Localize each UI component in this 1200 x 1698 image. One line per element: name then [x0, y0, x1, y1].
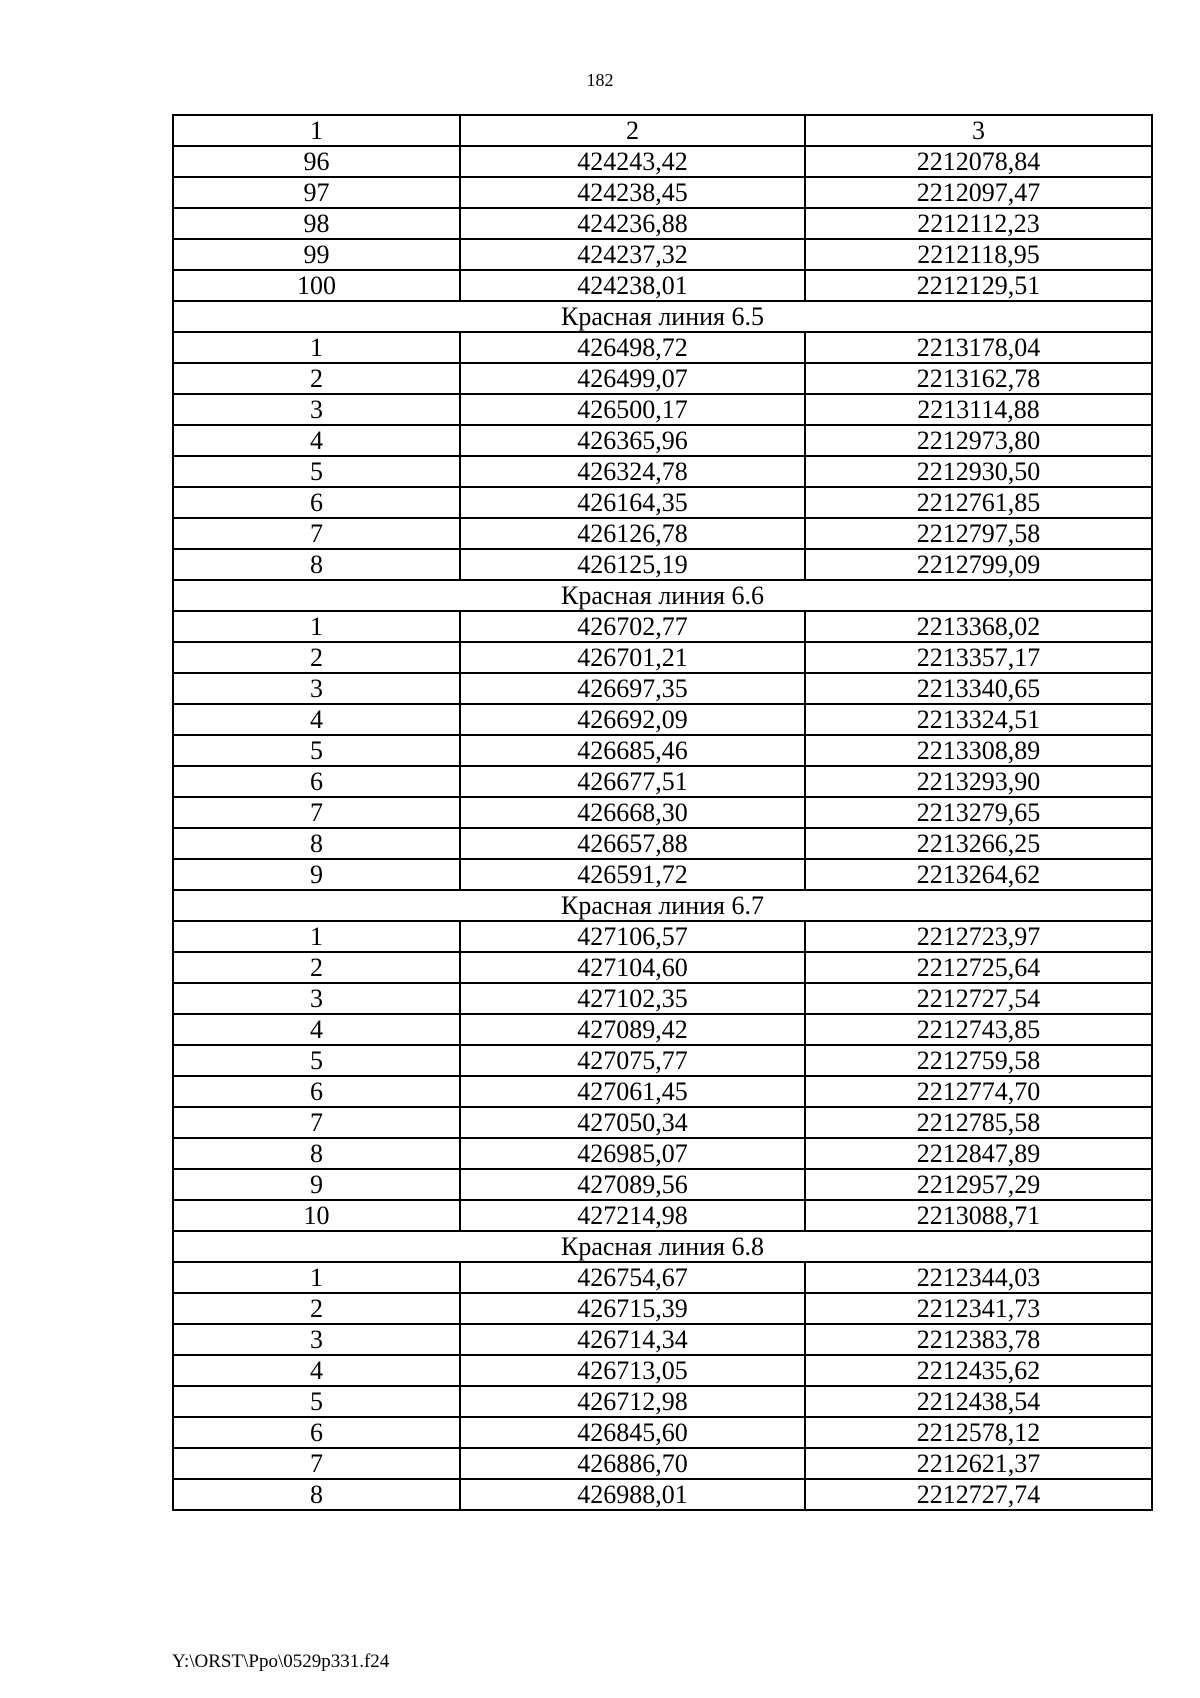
coordinates-table	[172, 114, 1153, 1511]
table-row	[173, 208, 1152, 239]
x-coordinate-cell: 424238,45	[460, 177, 805, 208]
x-coordinate-cell: 426886,70	[460, 1448, 805, 1479]
y-coordinate-cell: 2212129,51	[805, 270, 1152, 301]
point-number-cell: 7	[173, 1107, 460, 1138]
y-coordinate-cell: 2212725,64	[805, 952, 1152, 983]
point-number-cell: 5	[173, 1045, 460, 1076]
table-row	[173, 1076, 1152, 1107]
y-coordinate-cell: 2212097,47	[805, 177, 1152, 208]
point-number-cell: 5	[173, 735, 460, 766]
table-row	[173, 1045, 1152, 1076]
y-coordinate-cell: 2213266,25	[805, 828, 1152, 859]
y-coordinate-cell: 2212799,09	[805, 549, 1152, 580]
x-coordinate-cell: 427106,57	[460, 921, 805, 952]
y-coordinate-cell: 2212078,84	[805, 146, 1152, 177]
x-coordinate-cell: 427214,98	[460, 1200, 805, 1231]
y-coordinate-cell: 2213114,88	[805, 394, 1152, 425]
section-title: Красная линия 6.6	[173, 580, 1152, 611]
y-coordinate-cell: 2213279,65	[805, 797, 1152, 828]
y-coordinate-cell: 2212727,74	[805, 1479, 1152, 1510]
point-number-cell: 8	[173, 1138, 460, 1169]
point-number-cell: 4	[173, 704, 460, 735]
point-number-cell: 3	[173, 983, 460, 1014]
point-number-cell: 7	[173, 1448, 460, 1479]
table-row	[173, 766, 1152, 797]
y-coordinate-cell: 2212438,54	[805, 1386, 1152, 1417]
table-header-row	[173, 115, 1152, 146]
point-number-cell: 98	[173, 208, 460, 239]
y-coordinate-cell: 2213357,17	[805, 642, 1152, 673]
page-number: 182	[586, 70, 614, 90]
point-number-cell: 6	[173, 766, 460, 797]
x-coordinate-cell: 426657,88	[460, 828, 805, 859]
point-number-cell: 3	[173, 394, 460, 425]
x-coordinate-cell: 426714,34	[460, 1324, 805, 1355]
table-row	[173, 1169, 1152, 1200]
x-coordinate-cell: 426500,17	[460, 394, 805, 425]
point-number-cell: 6	[173, 1076, 460, 1107]
x-coordinate-cell: 427104,60	[460, 952, 805, 983]
y-coordinate-cell: 2212112,23	[805, 208, 1152, 239]
y-coordinate-cell: 2212344,03	[805, 1262, 1152, 1293]
y-coordinate-cell: 2213162,78	[805, 363, 1152, 394]
section-header-row	[173, 1231, 1152, 1262]
table-row	[173, 611, 1152, 642]
x-coordinate-cell: 424238,01	[460, 270, 805, 301]
point-number-cell: 8	[173, 1479, 460, 1510]
point-number-cell: 99	[173, 239, 460, 270]
y-coordinate-cell: 2212383,78	[805, 1324, 1152, 1355]
x-coordinate-cell: 426692,09	[460, 704, 805, 735]
table-row	[173, 239, 1152, 270]
y-coordinate-cell: 2212621,37	[805, 1448, 1152, 1479]
point-number-cell: 1	[173, 332, 460, 363]
x-coordinate-cell: 426498,72	[460, 332, 805, 363]
x-coordinate-cell: 426126,78	[460, 518, 805, 549]
table-row	[173, 952, 1152, 983]
x-coordinate-cell: 426499,07	[460, 363, 805, 394]
x-coordinate-cell: 426591,72	[460, 859, 805, 890]
point-number-cell: 6	[173, 487, 460, 518]
point-number-cell: 8	[173, 828, 460, 859]
column-header: 2	[460, 115, 805, 146]
x-coordinate-cell: 426715,39	[460, 1293, 805, 1324]
point-number-cell: 1	[173, 1262, 460, 1293]
file-path-footer: Y:\ORST\Ppo\0529p331.f24	[172, 1651, 390, 1672]
table-row	[173, 921, 1152, 952]
table-row	[173, 456, 1152, 487]
x-coordinate-cell: 427050,34	[460, 1107, 805, 1138]
table-row	[173, 1324, 1152, 1355]
table-row	[173, 828, 1152, 859]
y-coordinate-cell: 2213324,51	[805, 704, 1152, 735]
table-row	[173, 1107, 1152, 1138]
y-coordinate-cell: 2212118,95	[805, 239, 1152, 270]
table-row	[173, 1138, 1152, 1169]
table-row	[173, 394, 1152, 425]
y-coordinate-cell: 2213264,62	[805, 859, 1152, 890]
table-row	[173, 425, 1152, 456]
section-header-row	[173, 890, 1152, 921]
section-header-row	[173, 301, 1152, 332]
x-coordinate-cell: 426324,78	[460, 456, 805, 487]
y-coordinate-cell: 2213340,65	[805, 673, 1152, 704]
table-row	[173, 177, 1152, 208]
x-coordinate-cell: 427102,35	[460, 983, 805, 1014]
point-number-cell: 2	[173, 1293, 460, 1324]
table-row	[173, 1448, 1152, 1479]
y-coordinate-cell: 2212578,12	[805, 1417, 1152, 1448]
x-coordinate-cell: 426713,05	[460, 1355, 805, 1386]
y-coordinate-cell: 2212930,50	[805, 456, 1152, 487]
coordinates-table-body	[173, 115, 1152, 1510]
section-title: Красная линия 6.5	[173, 301, 1152, 332]
x-coordinate-cell: 426985,07	[460, 1138, 805, 1169]
y-coordinate-cell: 2213308,89	[805, 735, 1152, 766]
table-row	[173, 673, 1152, 704]
column-header: 1	[173, 115, 460, 146]
x-coordinate-cell: 426125,19	[460, 549, 805, 580]
table-row	[173, 735, 1152, 766]
y-coordinate-cell: 2213088,71	[805, 1200, 1152, 1231]
x-coordinate-cell: 427075,77	[460, 1045, 805, 1076]
point-number-cell: 4	[173, 1014, 460, 1045]
x-coordinate-cell: 426365,96	[460, 425, 805, 456]
y-coordinate-cell: 2212435,62	[805, 1355, 1152, 1386]
table-row	[173, 1479, 1152, 1510]
x-coordinate-cell: 426988,01	[460, 1479, 805, 1510]
point-number-cell: 97	[173, 177, 460, 208]
x-coordinate-cell: 426701,21	[460, 642, 805, 673]
x-coordinate-cell: 427061,45	[460, 1076, 805, 1107]
table-row	[173, 1014, 1152, 1045]
point-number-cell: 96	[173, 146, 460, 177]
column-header: 3	[805, 115, 1152, 146]
x-coordinate-cell: 427089,42	[460, 1014, 805, 1045]
point-number-cell: 3	[173, 673, 460, 704]
point-number-cell: 2	[173, 952, 460, 983]
y-coordinate-cell: 2212743,85	[805, 1014, 1152, 1045]
table-row	[173, 487, 1152, 518]
table-row	[173, 983, 1152, 1014]
table-row	[173, 1262, 1152, 1293]
y-coordinate-cell: 2213368,02	[805, 611, 1152, 642]
point-number-cell: 6	[173, 1417, 460, 1448]
table-row	[173, 1417, 1152, 1448]
section-title: Красная линия 6.7	[173, 890, 1152, 921]
table-row	[173, 1355, 1152, 1386]
point-number-cell: 5	[173, 1386, 460, 1417]
point-number-cell: 4	[173, 425, 460, 456]
y-coordinate-cell: 2212727,54	[805, 983, 1152, 1014]
point-number-cell: 3	[173, 1324, 460, 1355]
x-coordinate-cell: 426668,30	[460, 797, 805, 828]
x-coordinate-cell: 426754,67	[460, 1262, 805, 1293]
y-coordinate-cell: 2212341,73	[805, 1293, 1152, 1324]
x-coordinate-cell: 426164,35	[460, 487, 805, 518]
section-title: Красная линия 6.8	[173, 1231, 1152, 1262]
x-coordinate-cell: 426697,35	[460, 673, 805, 704]
x-coordinate-cell: 427089,56	[460, 1169, 805, 1200]
table-row	[173, 332, 1152, 363]
point-number-cell: 7	[173, 797, 460, 828]
y-coordinate-cell: 2212785,58	[805, 1107, 1152, 1138]
x-coordinate-cell: 426685,46	[460, 735, 805, 766]
table-row	[173, 270, 1152, 301]
point-number-cell: 1	[173, 921, 460, 952]
y-coordinate-cell: 2212761,85	[805, 487, 1152, 518]
table-row	[173, 518, 1152, 549]
point-number-cell: 5	[173, 456, 460, 487]
table-row	[173, 363, 1152, 394]
y-coordinate-cell: 2212774,70	[805, 1076, 1152, 1107]
x-coordinate-cell: 426677,51	[460, 766, 805, 797]
x-coordinate-cell: 426712,98	[460, 1386, 805, 1417]
y-coordinate-cell: 2212723,97	[805, 921, 1152, 952]
table-row	[173, 1293, 1152, 1324]
table-row	[173, 797, 1152, 828]
y-coordinate-cell: 2213293,90	[805, 766, 1152, 797]
y-coordinate-cell: 2212797,58	[805, 518, 1152, 549]
point-number-cell: 9	[173, 1169, 460, 1200]
table-row	[173, 146, 1152, 177]
x-coordinate-cell: 426845,60	[460, 1417, 805, 1448]
table-row	[173, 642, 1152, 673]
y-coordinate-cell: 2212847,89	[805, 1138, 1152, 1169]
point-number-cell: 2	[173, 642, 460, 673]
table-row	[173, 549, 1152, 580]
point-number-cell: 100	[173, 270, 460, 301]
point-number-cell: 2	[173, 363, 460, 394]
y-coordinate-cell: 2213178,04	[805, 332, 1152, 363]
table-row	[173, 859, 1152, 890]
x-coordinate-cell: 424243,42	[460, 146, 805, 177]
point-number-cell: 1	[173, 611, 460, 642]
point-number-cell: 10	[173, 1200, 460, 1231]
table-row	[173, 704, 1152, 735]
point-number-cell: 4	[173, 1355, 460, 1386]
y-coordinate-cell: 2212973,80	[805, 425, 1152, 456]
x-coordinate-cell: 426702,77	[460, 611, 805, 642]
table-row	[173, 1200, 1152, 1231]
point-number-cell: 8	[173, 549, 460, 580]
point-number-cell: 7	[173, 518, 460, 549]
section-header-row	[173, 580, 1152, 611]
point-number-cell: 9	[173, 859, 460, 890]
y-coordinate-cell: 2212957,29	[805, 1169, 1152, 1200]
table-row	[173, 1386, 1152, 1417]
x-coordinate-cell: 424236,88	[460, 208, 805, 239]
x-coordinate-cell: 424237,32	[460, 239, 805, 270]
y-coordinate-cell: 2212759,58	[805, 1045, 1152, 1076]
